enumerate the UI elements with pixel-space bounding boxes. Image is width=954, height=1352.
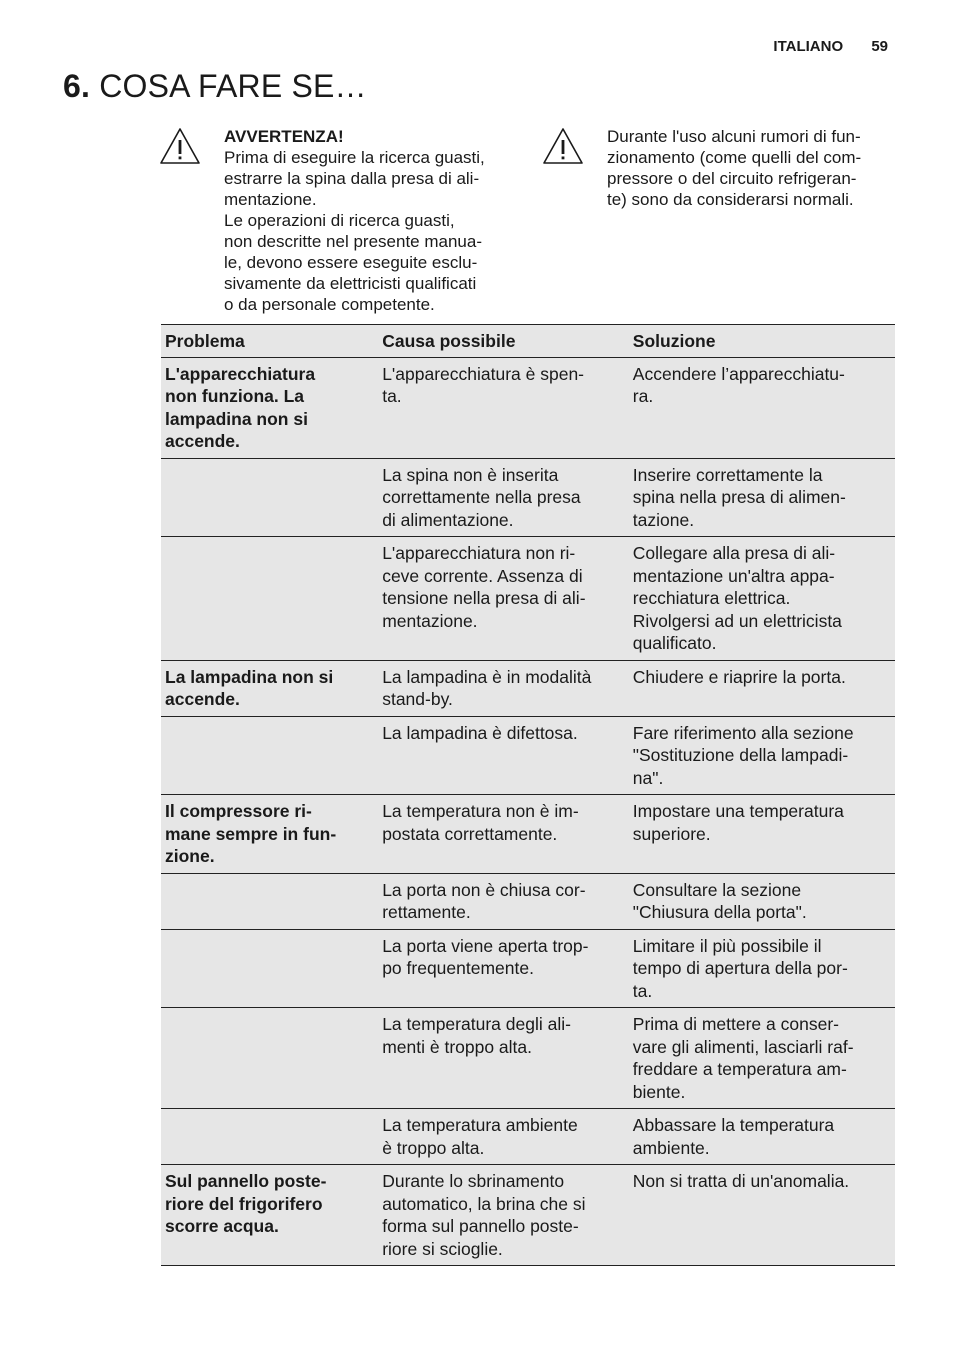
table-row bbox=[161, 873, 895, 929]
table-row bbox=[161, 660, 895, 716]
section-number: 6. bbox=[63, 68, 91, 104]
column-header-cause: Causa possibile bbox=[378, 325, 629, 358]
problem-cell: L'apparecchiatura non funziona. La lampadina non si accende. bbox=[161, 357, 378, 458]
problem-cell bbox=[161, 929, 378, 1008]
warning-body-right: Durante l'uso alcuni rumori di fun- zionamento (come quelli del com- pressore o del circuito refrigeran- te) sono da considerarsi normali. bbox=[607, 127, 862, 209]
warning-block-left bbox=[158, 126, 514, 315]
cause-cell: La temperatura ambiente è troppo alta. bbox=[378, 1109, 629, 1165]
warning-text-right bbox=[607, 126, 897, 210]
section-title bbox=[63, 68, 367, 105]
solution-cell: Prima di mettere a conser- vare gli alimenti, lasciarli raf- freddare a temperatura am- biente. bbox=[629, 1008, 895, 1109]
table-header-row bbox=[161, 325, 895, 358]
column-header-problem: Problema bbox=[161, 325, 378, 358]
table-row bbox=[161, 458, 895, 537]
troubleshooting-table bbox=[161, 324, 895, 1266]
warning-block-right bbox=[541, 126, 897, 210]
solution-cell: Chiudere e riaprire la porta. bbox=[629, 660, 895, 716]
cause-cell: La temperatura degli ali- menti è troppo alta. bbox=[378, 1008, 629, 1109]
warning-triangle-icon bbox=[541, 126, 585, 166]
problem-cell bbox=[161, 458, 378, 537]
table-row bbox=[161, 716, 895, 795]
solution-cell: Inserire correttamente la spina nella presa di alimen- tazione. bbox=[629, 458, 895, 537]
warning-body-left: Prima di eseguire la ricerca guasti, estrarre la spina dalla presa di ali- mentazione. Le operazioni di ricerca guasti, non descritte nel presente manua- le, devono essere eseguite esclu- sivamente da elettricisti qualificati o da personale competente. bbox=[224, 148, 485, 314]
table-row bbox=[161, 795, 895, 874]
table-row bbox=[161, 1109, 895, 1165]
solution-cell: Accendere l’apparecchiatu- ra. bbox=[629, 357, 895, 458]
table-row bbox=[161, 1008, 895, 1109]
table-row bbox=[161, 537, 895, 661]
cause-cell: La lampadina è in modalità stand-by. bbox=[378, 660, 629, 716]
cause-cell: La temperatura non è im- postata correttamente. bbox=[378, 795, 629, 874]
problem-cell bbox=[161, 537, 378, 661]
cause-cell: L'apparecchiatura non ri- ceve corrente. Assenza di tensione nella presa di ali- mentazione. bbox=[378, 537, 629, 661]
header-language: ITALIANO bbox=[773, 38, 844, 55]
cause-cell: La spina non è inserita correttamente nella presa di alimentazione. bbox=[378, 458, 629, 537]
cause-cell: La porta non è chiusa cor- rettamente. bbox=[378, 873, 629, 929]
problem-cell bbox=[161, 1109, 378, 1165]
warning-triangle-icon bbox=[158, 126, 202, 166]
problem-cell: Il compressore ri- mane sempre in fun- zione. bbox=[161, 795, 378, 874]
solution-cell: Impostare una temperatura superiore. bbox=[629, 795, 895, 874]
page-header bbox=[773, 38, 888, 55]
cause-cell: La porta viene aperta trop- po frequentemente. bbox=[378, 929, 629, 1008]
table-row bbox=[161, 1165, 895, 1266]
solution-cell: Limitare il più possibile il tempo di apertura della por- ta. bbox=[629, 929, 895, 1008]
solution-cell: Abbassare la temperatura ambiente. bbox=[629, 1109, 895, 1165]
table-row bbox=[161, 929, 895, 1008]
page-number: 59 bbox=[871, 38, 888, 55]
solution-cell: Fare riferimento alla sezione "Sostituzione della lampadi- na". bbox=[629, 716, 895, 795]
solution-cell: Consultare la sezione "Chiusura della porta". bbox=[629, 873, 895, 929]
warning-text-left bbox=[224, 126, 514, 315]
problem-cell: Sul pannello poste- riore del frigorifero scorre acqua. bbox=[161, 1165, 378, 1266]
cause-cell: Durante lo sbrinamento automatico, la brina che si forma sul pannello poste- riore si scioglie. bbox=[378, 1165, 629, 1266]
problem-cell bbox=[161, 1008, 378, 1109]
solution-cell: Non si tratta di un'anomalia. bbox=[629, 1165, 895, 1266]
cause-cell: L'apparecchiatura è spen- ta. bbox=[378, 357, 629, 458]
cause-cell: La lampadina è difettosa. bbox=[378, 716, 629, 795]
problem-cell: La lampadina non si accende. bbox=[161, 660, 378, 716]
problem-cell bbox=[161, 873, 378, 929]
solution-cell: Collegare alla presa di ali- mentazione un'altra appa- recchiatura elettrica. Rivolgersi ad un elettricista qualificato. bbox=[629, 537, 895, 661]
table-row bbox=[161, 357, 895, 458]
problem-cell bbox=[161, 716, 378, 795]
column-header-solution: Soluzione bbox=[629, 325, 895, 358]
warning-title: AVVERTENZA! bbox=[224, 127, 344, 146]
section-title-text: COSA FARE SE… bbox=[99, 68, 367, 104]
